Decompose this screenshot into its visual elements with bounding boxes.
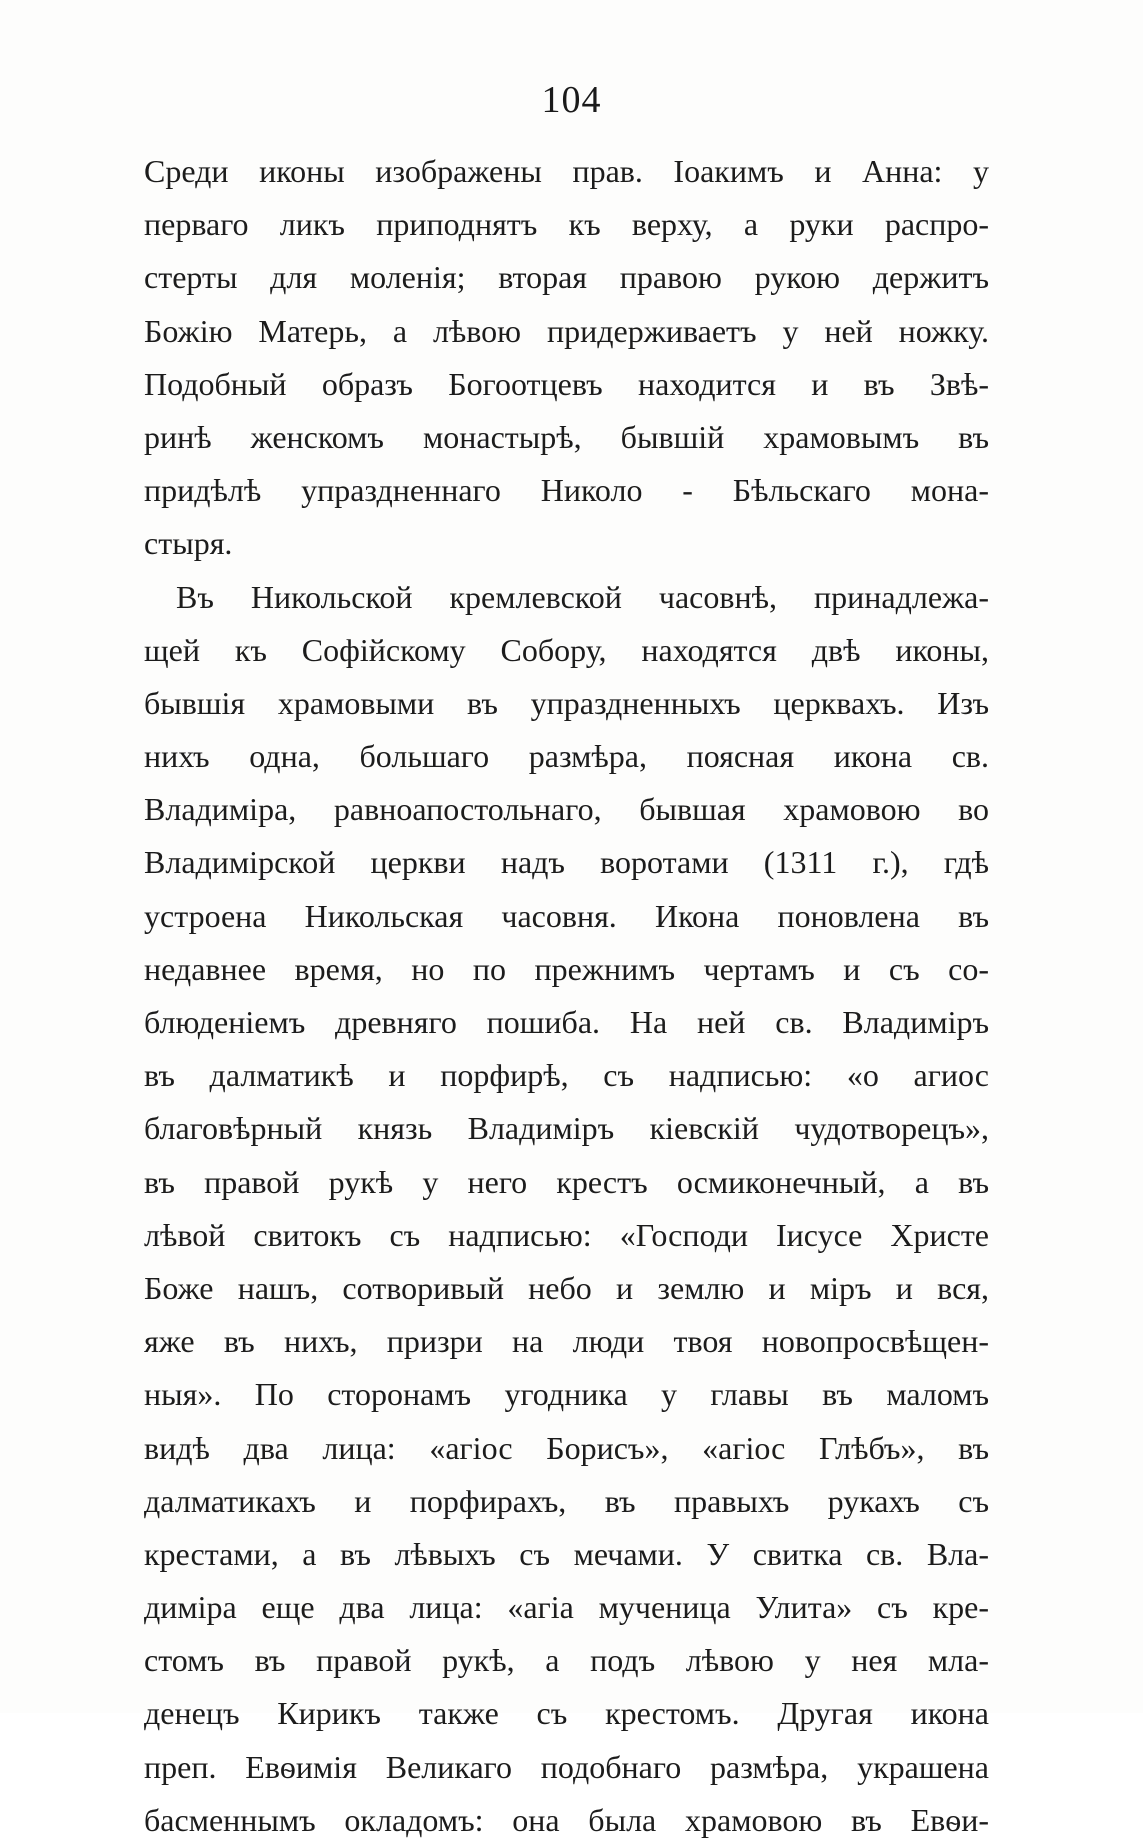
text-line: ныя». По сторонамъ угодника у главы въ маломъ xyxy=(144,1376,989,1413)
text-line: Владиміра, равноапостольнаго, бывшая храмовою во xyxy=(144,791,989,828)
text-line: блюденіемъ древняго пошиба. На ней св. Владиміръ xyxy=(144,1004,989,1040)
text-line: Божію Матерь, а лѣвою придерживаетъ у ней ножку. xyxy=(144,312,989,349)
text-line: въ далматикѣ и порфирѣ, съ надписью: «о агиос xyxy=(144,1057,989,1094)
paragraph-end-line: стыря. xyxy=(144,525,233,562)
text-line: Подобный образъ Богоотцевъ находится и въ Звѣ- xyxy=(144,365,989,402)
text-line: Боже нашъ, сотворивый небо и землю и міръ и вся, xyxy=(144,1269,989,1306)
text-line: придѣлѣ упраздненнаго Николо - Бѣльскаго мона- xyxy=(144,472,989,509)
text-line: видѣ два лица: «агіос Борисъ», «агіос Глѣбъ», въ xyxy=(144,1429,989,1466)
text-line: нихъ одна, большаго размѣра, поясная икона св. xyxy=(144,738,989,775)
text-line: въ правой рукѣ у него крестъ осмиконечный, а въ xyxy=(144,1163,989,1200)
text-line: бывшія храмовыми въ упраздненныхъ церквахъ. Изъ xyxy=(144,684,989,721)
text-line: лѣвой свитокъ съ надписью: «Господи Іисусе Христе xyxy=(144,1216,989,1253)
text-line: благовѣрный князь Владиміръ кіевскій чудотворецъ», xyxy=(144,1110,989,1147)
text-line: стомъ въ правой рукѣ, а подъ лѣвою у нея мла- xyxy=(144,1642,989,1679)
paragraph-start-line: Въ Никольской кремлевской часовнѣ, принадлежа- xyxy=(176,578,989,615)
text-line: Владимірской церкви надъ воротами (1311 г.), гдѣ xyxy=(144,844,989,881)
text-line: ринѣ женскомъ монастырѣ, бывшій храмовымъ въ xyxy=(144,418,989,455)
text-line: недавнее время, но по прежнимъ чертамъ и съ со- xyxy=(144,950,989,987)
page-body-text xyxy=(144,145,989,1847)
text-line: крестами, а въ лѣвыхъ съ мечами. У свитка св. Вла- xyxy=(144,1535,989,1572)
text-line: преп. Евѳимія Великаго подобнаго размѣра, украшена xyxy=(144,1748,989,1785)
text-line: стерты для моленія; вторая правою рукою держитъ xyxy=(144,259,989,296)
page-number: 104 xyxy=(541,79,602,121)
text-line: перваго ликъ приподнятъ къ верху, а руки распро- xyxy=(144,206,989,243)
text-line: яже въ нихъ, призри на люди твоя новопросвѣщен- xyxy=(144,1323,989,1360)
text-line: устроена Никольская часовня. Икона поновлена въ xyxy=(144,897,989,934)
text-line: басменнымъ окладомъ: она была храмовою въ Евѳи- xyxy=(144,1801,989,1838)
text-line: Среди иконы изображены прав. Іоакимъ и Анна: у xyxy=(144,153,989,189)
text-line: далматикахъ и порфирахъ, въ правыхъ рукахъ съ xyxy=(144,1482,989,1519)
text-line: денецъ Кирикъ также съ крестомъ. Другая икона xyxy=(144,1695,989,1732)
text-line: щей къ Софійскому Собору, находятся двѣ иконы, xyxy=(144,631,989,668)
text-line: диміра еще два лица: «агіа мученица Улита» съ кре- xyxy=(144,1589,989,1626)
